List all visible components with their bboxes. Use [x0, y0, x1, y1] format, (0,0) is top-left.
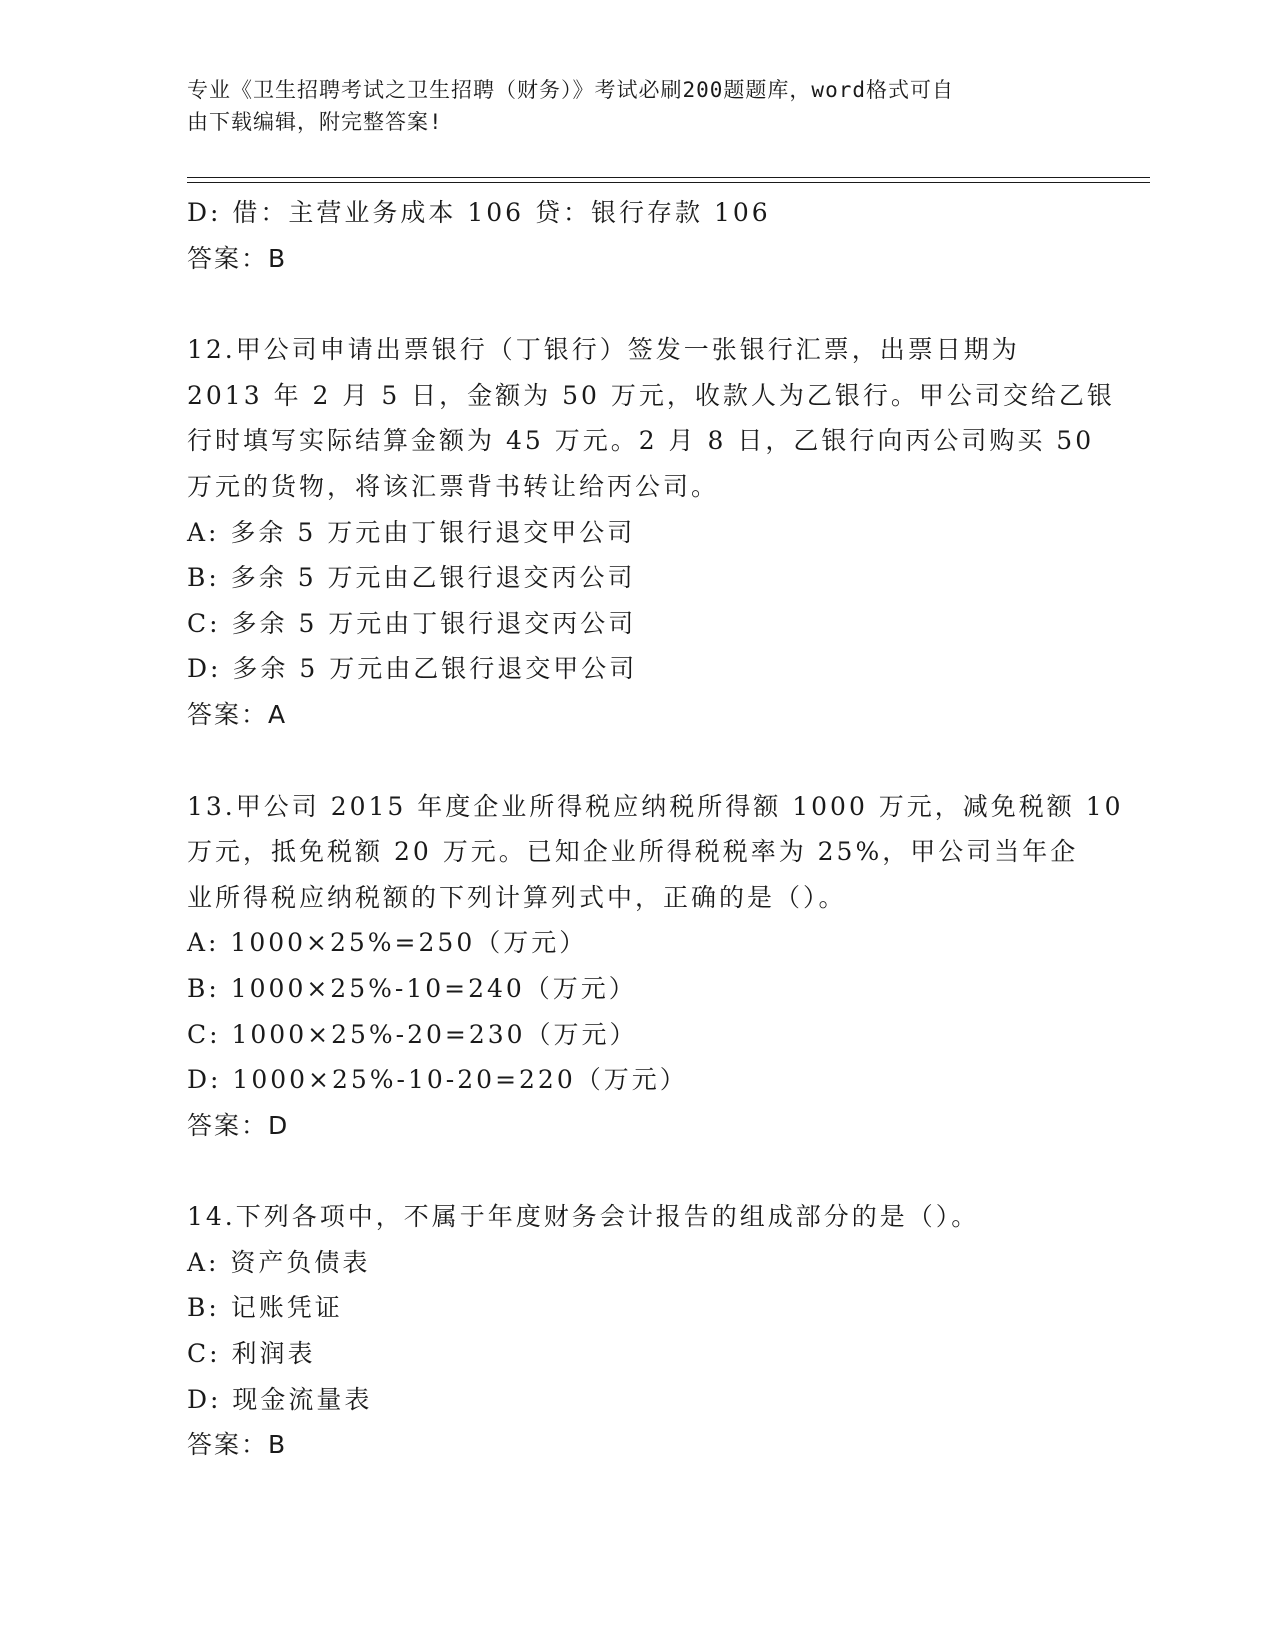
option-c: C: 利润表 [187, 1339, 316, 1369]
spacer [187, 281, 1087, 327]
option-b: B: 多余 5 万元由乙银行退交丙公司 [187, 563, 636, 593]
question-stem-line: 行时填写实际结算金额为 45 万元。2 月 8 日，乙银行向丙公司购买 50 [187, 426, 1095, 456]
answer-line: 答案：B [187, 1430, 288, 1460]
option-a: A: 多余 5 万元由丁银行退交甲公司 [187, 517, 636, 547]
option-d: D: 多余 5 万元由乙银行退交甲公司 [187, 654, 638, 684]
header-line-2: 由下载编辑，附完整答案! [187, 110, 443, 134]
question-stem-line: 万元，抵免税额 20 万元。已知企业所得税税率为 25%，甲公司当年企 [187, 837, 1079, 867]
header-line-1: 专业《卫生招聘考试之卫生招聘（财务）》考试必刷200题题库，word格式可自 [187, 78, 954, 102]
option-b: B: 1000×25%-10=240（万元） [187, 973, 637, 1003]
previous-question-tail [187, 190, 1087, 281]
option-d: D: 借：主营业务成本 106 贷：银行存款 106 [187, 198, 771, 227]
question-stem-line: 业所得税应纳税额的下列计算列式中，正确的是（）。 [187, 882, 847, 912]
header-double-rule [187, 177, 1150, 183]
spacer [187, 1148, 1087, 1194]
option-a: A: 1000×25%=250（万元） [187, 928, 588, 958]
answer-line: 答案：B [187, 243, 288, 273]
option-c: C: 1000×25%-20=230（万元） [187, 1019, 638, 1049]
question-12 [187, 327, 1115, 737]
question-stem-line: 12.甲公司申请出票银行（丁银行）签发一张银行汇票，出票日期为 [187, 335, 1020, 365]
question-stem-line: 14.下列各项中，不属于年度财务会计报告的组成部分的是（）。 [187, 1202, 980, 1232]
option-b: B: 记账凭证 [187, 1293, 343, 1323]
answer-line: 答案：A [187, 699, 288, 729]
option-d: D: 1000×25%-10-20=220（万元） [187, 1065, 688, 1095]
spacer [187, 738, 1087, 784]
question-14 [187, 1194, 1087, 1468]
option-d: D: 现金流量表 [187, 1384, 373, 1414]
page-header [187, 74, 1087, 138]
question-stem-line: 万元的货物，将该汇票背书转让给丙公司。 [187, 471, 720, 501]
question-stem-line: 13.甲公司 2015 年度企业所得税应纳税所得额 1000 万元，减免税额 10 [187, 791, 1124, 821]
question-13 [187, 784, 1124, 1149]
option-c: C: 多余 5 万元由丁银行退交丙公司 [187, 608, 637, 638]
option-a: A: 资产负债表 [187, 1247, 371, 1277]
question-stem-line: 2013 年 2 月 5 日，金额为 50 万元，收款人为乙银行。甲公司交给乙银 [187, 380, 1115, 410]
answer-line: 答案：D [187, 1110, 290, 1140]
document-body [187, 190, 1124, 1468]
